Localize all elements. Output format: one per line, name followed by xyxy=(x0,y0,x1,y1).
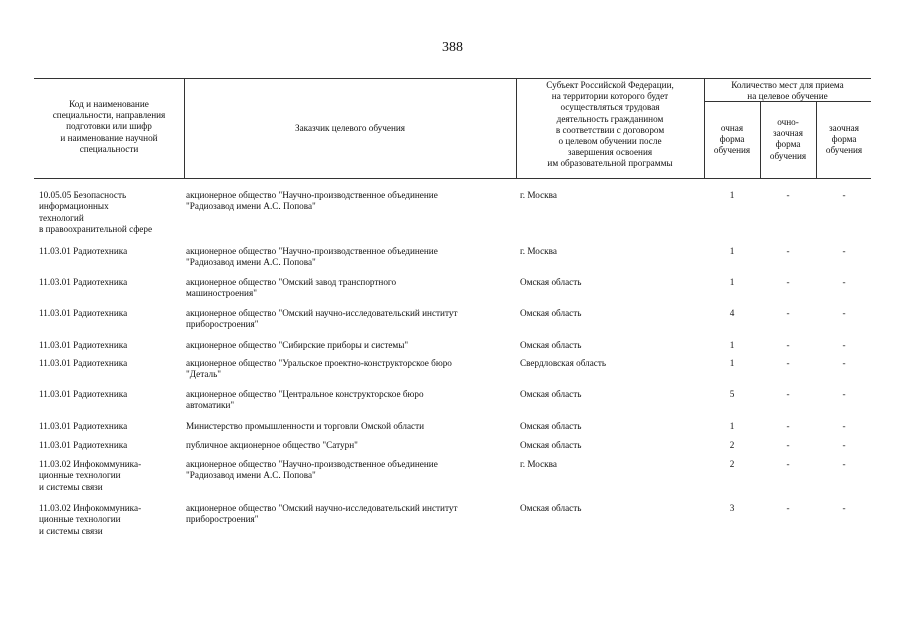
cell-part-time: - xyxy=(786,459,790,469)
page-number: 388 xyxy=(442,40,463,55)
cell-full-time: 1 xyxy=(729,277,735,287)
cell-full-time: 2 xyxy=(729,459,735,469)
cell-region: Омская область xyxy=(520,421,582,431)
cell-part-time: - xyxy=(786,340,790,350)
header-full-time: очная форма обучения xyxy=(713,123,751,156)
cell-full-time: 1 xyxy=(729,421,735,431)
header-region: Субъект Российской Федерации, на территории которого будет осуществляться трудовая деятельность гражданином в соответствии с договором о целевом обучении после завершения освоения им образовательной программы xyxy=(546,80,674,169)
cell-code: 11.03.01 Радиотехника xyxy=(39,421,128,431)
cell-customer: акционерное общество "Научно-производственное объединение "Радиозавод имени А.С. Попова" xyxy=(186,246,438,268)
cell-customer: акционерное общество "Научно-производственное объединение "Радиозавод имени А.С. Попова" xyxy=(186,459,438,481)
cell-part-time: - xyxy=(786,277,790,287)
cell-part-time: - xyxy=(786,190,790,200)
cell-code: 11.03.02 Инфокоммуника- ционные технологии и системы связи xyxy=(39,459,142,492)
column-divider xyxy=(184,78,185,178)
cell-part-time: - xyxy=(786,440,790,450)
header-part-time: очно- заочная форма обучения xyxy=(769,117,807,161)
cell-customer: акционерное общество "Омский завод транспортного машиностроения" xyxy=(186,277,397,299)
cell-distance: - xyxy=(842,421,846,431)
cell-code: 11.03.02 Инфокоммуника- ционные технологии и системы связи xyxy=(39,503,142,536)
cell-region: Омская область xyxy=(520,503,582,513)
header-places: Количество мест для приема на целевое обучение xyxy=(731,80,844,102)
cell-distance: - xyxy=(842,340,846,350)
header-bottom-rule xyxy=(34,178,871,179)
cell-code: 11.03.01 Радиотехника xyxy=(39,340,128,350)
cell-region: Свердловская область xyxy=(520,358,607,368)
cell-full-time: 1 xyxy=(729,246,735,256)
cell-part-time: - xyxy=(786,421,790,431)
cell-code: 11.03.01 Радиотехника xyxy=(39,308,128,318)
cell-region: г. Москва xyxy=(520,246,557,256)
cell-full-time: 3 xyxy=(729,503,735,513)
cell-distance: - xyxy=(842,308,846,318)
cell-distance: - xyxy=(842,358,846,368)
cell-code: 10.05.05 Безопасность информационных технологий в правоохранительной сфере xyxy=(39,190,153,234)
header-customer: Заказчик целевого обучения xyxy=(294,123,406,133)
cell-customer: публичное акционерное общество "Сатурн" xyxy=(186,440,358,450)
cell-distance: - xyxy=(842,389,846,399)
cell-region: Омская область xyxy=(520,440,582,450)
cell-distance: - xyxy=(842,246,846,256)
cell-distance: - xyxy=(842,459,846,469)
table-top-rule xyxy=(34,78,871,79)
header-code: Код и наименование специальности, направления подготовки или шифр и наименование научной специальности xyxy=(52,99,166,154)
cell-distance: - xyxy=(842,503,846,513)
cell-distance: - xyxy=(842,440,846,450)
cell-customer: акционерное общество "Сибирские приборы и системы" xyxy=(186,340,409,350)
cell-region: г. Москва xyxy=(520,190,557,200)
cell-full-time: 1 xyxy=(729,340,735,350)
cell-full-time: 5 xyxy=(729,389,735,399)
cell-customer: акционерное общество "Центральное конструкторское бюро автоматики" xyxy=(186,389,424,411)
cell-region: Омская область xyxy=(520,389,582,399)
cell-full-time: 2 xyxy=(729,440,735,450)
cell-region: Омская область xyxy=(520,277,582,287)
cell-code: 11.03.01 Радиотехника xyxy=(39,389,128,399)
column-divider xyxy=(516,78,517,178)
cell-region: Омская область xyxy=(520,340,582,350)
cell-part-time: - xyxy=(786,358,790,368)
cell-code: 11.03.01 Радиотехника xyxy=(39,277,128,287)
cell-part-time: - xyxy=(786,308,790,318)
cell-customer: Министерство промышленности и торговли Омской области xyxy=(186,421,425,431)
cell-full-time: 1 xyxy=(729,190,735,200)
cell-customer: акционерное общество "Уральское проектно-конструкторское бюро "Деталь" xyxy=(186,358,452,380)
cell-customer: акционерное общество "Научно-производственное объединение "Радиозавод имени А.С. Попова" xyxy=(186,190,438,212)
cell-part-time: - xyxy=(786,389,790,399)
cell-customer: акционерное общество "Омский научно-исследовательский институт приборостроения" xyxy=(186,503,458,525)
cell-distance: - xyxy=(842,277,846,287)
cell-full-time: 1 xyxy=(729,358,735,368)
header-distance: заочная форма обучения xyxy=(825,123,863,156)
cell-code: 11.03.01 Радиотехника xyxy=(39,246,128,256)
cell-code: 11.03.01 Радиотехника xyxy=(39,358,128,368)
cell-part-time: - xyxy=(786,503,790,513)
cell-full-time: 4 xyxy=(729,308,735,318)
cell-distance: - xyxy=(842,190,846,200)
cell-region: Омская область xyxy=(520,308,582,318)
cell-part-time: - xyxy=(786,246,790,256)
cell-region: г. Москва xyxy=(520,459,557,469)
cell-customer: акционерное общество "Омский научно-исследовательский институт приборостроения" xyxy=(186,308,458,330)
cell-code: 11.03.01 Радиотехника xyxy=(39,440,128,450)
